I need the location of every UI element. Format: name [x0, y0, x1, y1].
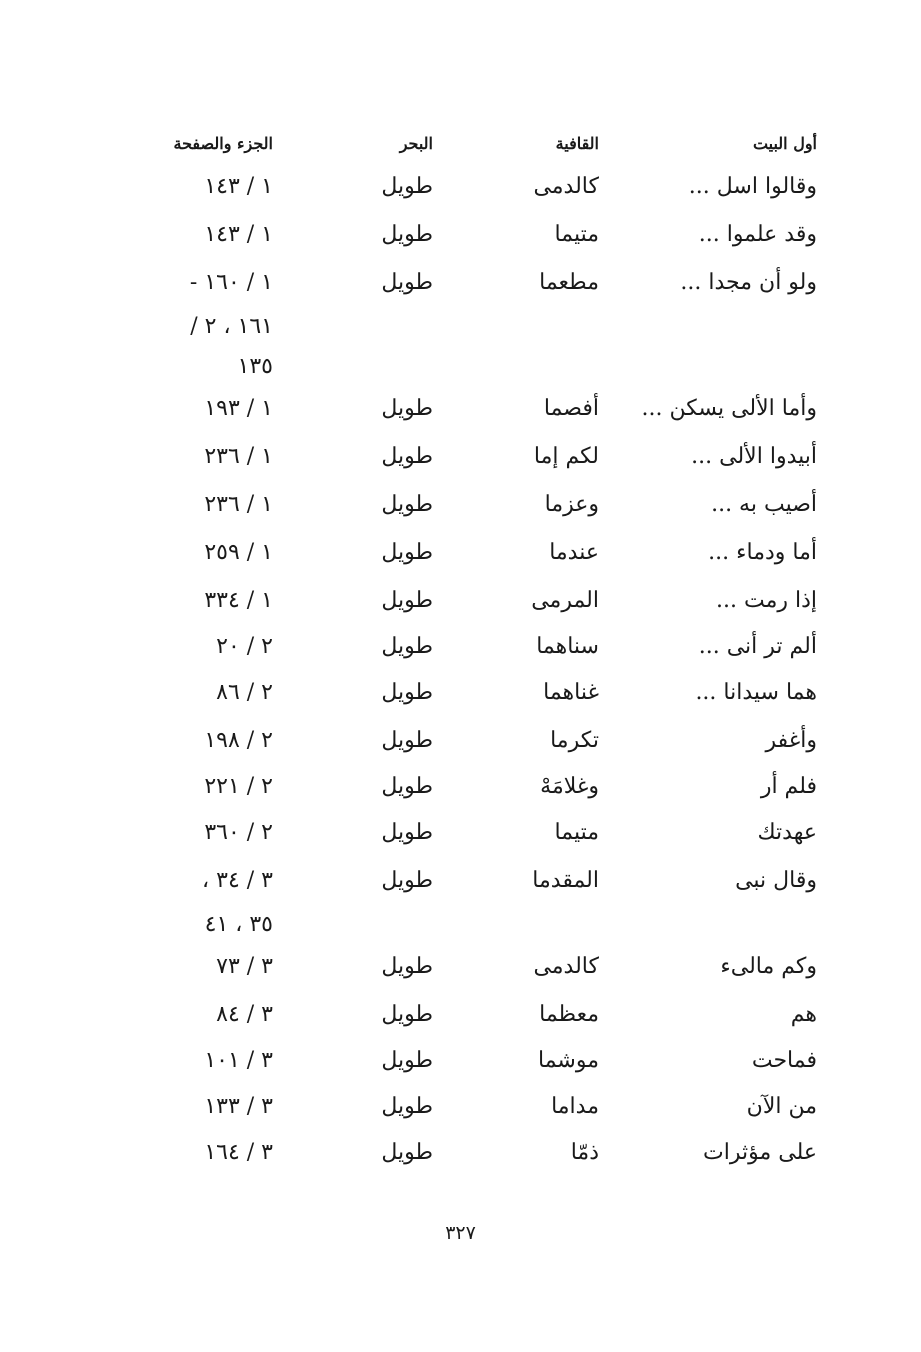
qafia-cell: معظما	[539, 1002, 599, 1027]
bahr-cell: طويل	[381, 820, 433, 845]
table-row	[0, 726, 921, 766]
reference-cell: ٣ / ١٠١	[204, 1048, 273, 1073]
qafia-cell: ذمّا	[570, 1140, 599, 1165]
reference-cell: ١٣٥	[237, 354, 273, 379]
table-row-continuation	[0, 312, 921, 352]
header-qafia: القافية	[555, 134, 599, 153]
header-bahr: البحر	[399, 134, 433, 153]
table-row	[0, 952, 921, 992]
qafia-cell: كالدمى	[533, 174, 599, 199]
bahr-cell: طويل	[381, 540, 433, 565]
qafia-cell: أفصما	[543, 396, 599, 421]
bahr-cell: طويل	[381, 492, 433, 517]
table-row-continuation	[0, 910, 921, 950]
reference-cell: ٣ / ١٦٤	[204, 1140, 273, 1165]
first-line-cell: على مؤثرات	[703, 1140, 817, 1165]
qafia-cell: كالدمى	[533, 954, 599, 979]
table-row	[0, 772, 921, 812]
qafia-cell: وعزما	[544, 492, 599, 517]
first-line-cell: وكم مالىء	[720, 954, 817, 979]
bahr-cell: طويل	[381, 270, 433, 295]
table-header	[0, 126, 921, 166]
reference-cell: ٢ / ٢٠	[216, 634, 273, 659]
table-row	[0, 632, 921, 672]
bahr-cell: طويل	[381, 1140, 433, 1165]
reference-cell: ١ / ١٤٣	[204, 174, 273, 199]
table-row-continuation	[0, 352, 921, 392]
reference-cell: ١ / ٣٣٤	[204, 588, 273, 613]
table-row	[0, 1092, 921, 1132]
reference-cell: ٢ / ٢٢١	[204, 774, 273, 799]
reference-cell: ١ / ١٦٠ -	[189, 270, 273, 295]
qafia-cell: غناهما	[543, 680, 599, 705]
reference-cell: ٣ / ٣٤ ،	[202, 868, 273, 893]
reference-cell: ٣٥ ، ٤١	[204, 912, 273, 937]
qafia-cell: مطعما	[539, 270, 599, 295]
first-line-cell: وأغفر	[765, 728, 817, 753]
qafia-cell: سناهما	[536, 634, 599, 659]
first-line-cell: فماحت	[751, 1048, 817, 1073]
bahr-cell: طويل	[381, 1048, 433, 1073]
qafia-cell: المقدما	[532, 868, 599, 893]
reference-cell: ١ / ١٤٣	[204, 222, 273, 247]
bahr-cell: طويل	[381, 774, 433, 799]
first-line-cell: هم	[790, 1002, 817, 1027]
first-line-cell: وقال نبى	[735, 868, 817, 893]
first-line-cell: ولو أن مجدا ...	[680, 270, 817, 295]
qafia-cell: متيما	[554, 222, 599, 247]
bahr-cell: طويل	[381, 680, 433, 705]
table-row	[0, 538, 921, 578]
table-row	[0, 586, 921, 626]
first-line-cell: من الآن	[746, 1094, 817, 1119]
reference-cell: ١ / ٢٣٦	[204, 444, 273, 469]
page-number: ٣٢٧	[445, 1222, 476, 1244]
bahr-cell: طويل	[381, 588, 433, 613]
bahr-cell: طويل	[381, 1094, 433, 1119]
table-row	[0, 1000, 921, 1040]
first-line-cell: ألم تر أنى ...	[698, 634, 817, 659]
reference-cell: ٢ / ٣٦٠	[204, 820, 273, 845]
table-row	[0, 268, 921, 308]
bahr-cell: طويل	[381, 396, 433, 421]
bahr-cell: طويل	[381, 868, 433, 893]
qafia-cell: متيما	[554, 820, 599, 845]
bahr-cell: طويل	[381, 954, 433, 979]
bahr-cell: طويل	[381, 634, 433, 659]
bahr-cell: طويل	[381, 222, 433, 247]
header-part-page: الجزء والصفحة	[173, 134, 273, 153]
first-line-cell: وقد علموا ...	[698, 222, 817, 247]
first-line-cell: هما سيدانا ...	[695, 680, 817, 705]
bahr-cell: طويل	[381, 728, 433, 753]
table-row	[0, 220, 921, 260]
bahr-cell: طويل	[381, 444, 433, 469]
reference-cell: ٣ / ١٣٣	[204, 1094, 273, 1119]
table-row	[0, 172, 921, 212]
table-row	[0, 490, 921, 530]
table-row	[0, 1138, 921, 1178]
reference-cell: ١ / ١٩٣	[204, 396, 273, 421]
reference-cell: ٢ / ٨٦	[216, 680, 273, 705]
reference-cell: ٣ / ٨٤	[216, 1002, 273, 1027]
table-row	[0, 866, 921, 906]
first-line-cell: أبيدوا الألى ...	[691, 444, 817, 469]
qafia-cell: لكم إما	[533, 444, 599, 469]
qafia-cell: عندما	[549, 540, 599, 565]
qafia-cell: تكرما	[550, 728, 599, 753]
first-line-cell: أصيب به ...	[711, 492, 817, 517]
table-row	[0, 394, 921, 434]
qafia-cell: مداما	[551, 1094, 599, 1119]
table-row	[0, 818, 921, 858]
qafia-cell: موشما	[537, 1048, 599, 1073]
first-line-cell: أما ودماء ...	[708, 540, 817, 565]
first-line-cell: إذا رمت ...	[716, 588, 817, 613]
reference-cell: ١٦١ ، ٢ /	[190, 314, 273, 339]
reference-cell: ٣ / ٧٣	[216, 954, 273, 979]
qafia-cell: وغلامَهْ	[540, 774, 599, 799]
first-line-cell: عهدتك	[757, 820, 817, 845]
table-row	[0, 442, 921, 482]
qafia-cell: المرمى	[531, 588, 599, 613]
header-first-line: أول البيت	[752, 134, 817, 153]
reference-cell: ١ / ٢٣٦	[204, 492, 273, 517]
table-row	[0, 1046, 921, 1086]
first-line-cell: فلم أر	[760, 774, 817, 799]
table-row	[0, 678, 921, 718]
bahr-cell: طويل	[381, 174, 433, 199]
first-line-cell: وأما الألى يسكن ...	[641, 396, 817, 421]
reference-cell: ١ / ٢٥٩	[204, 540, 273, 565]
first-line-cell: وقالوا اسل ...	[688, 174, 817, 199]
bahr-cell: طويل	[381, 1002, 433, 1027]
reference-cell: ٢ / ١٩٨	[204, 728, 273, 753]
